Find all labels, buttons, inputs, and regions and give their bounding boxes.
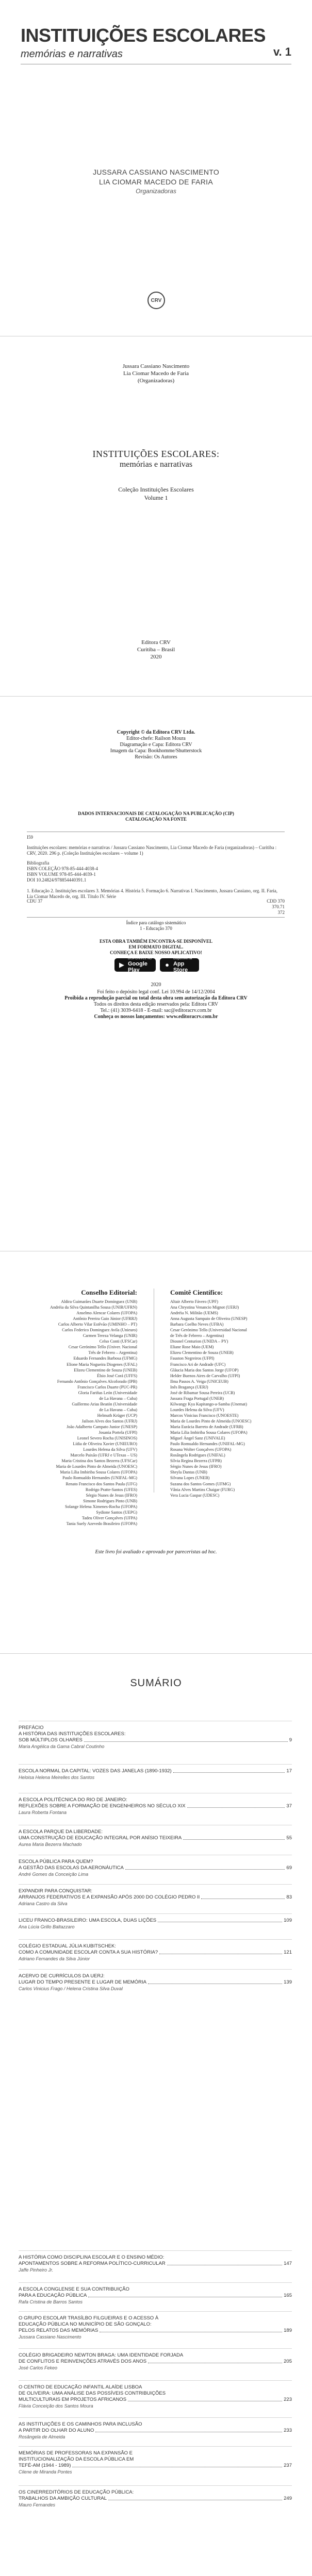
board-member: Helmuth Krüger (UCP) — [97, 1413, 137, 1418]
toc-entry-title-row — [19, 2293, 292, 2299]
toc-leader-dots — [108, 2496, 282, 2500]
toc-separator — [19, 2250, 292, 2251]
toc-page-number: 237 — [284, 2463, 292, 2468]
cover-title: INSTITUIÇÕES ESCOLARES — [21, 25, 266, 46]
conselho-editorial-title: Conselho Editorial: — [81, 1289, 137, 1296]
catalog-bibliography: Bibliografia — [27, 860, 50, 866]
board-member: Andréia da Silva Quintanilha Sousa (UNIR/UFRN) — [50, 1305, 137, 1310]
toc-separator — [19, 2485, 292, 2486]
board-member: Rosângela Rodrigues (UNIFAL) — [170, 1453, 225, 1458]
toc-page — [0, 1654, 312, 2576]
toc-page-number: 9 — [289, 1737, 292, 1743]
copyright-line: Diagramação e Capa: Editora CRV — [120, 742, 192, 748]
toc-entry-author: Adriana Castro da Silva — [19, 1901, 68, 1906]
toc-entry-title: A ESCOLA CONGLENSE E SUA CONTRIBUIÇÃO — [19, 2286, 129, 2292]
half-title-page — [0, 336, 312, 696]
board-member: Celso Conti (UFSCar) — [99, 1339, 137, 1344]
editorial-board-page — [0, 1251, 312, 1653]
toc-entry-title-row — [19, 2496, 292, 2502]
toc-entry-title: ACERVO DE CURRÍCULOS DA UERJ: — [19, 1973, 105, 1979]
toc-entry-author: Ana Lúcia Grillo Baltazzaro — [19, 1924, 75, 1929]
toc-entry[interactable] — [19, 1943, 292, 1962]
toc-page-number: 147 — [284, 2261, 292, 2266]
board-member: Francisco Carlos Duarte (PUC-PR) — [77, 1384, 137, 1389]
copyright-line: Editor-chefe: Railson Moura — [126, 736, 186, 741]
board-member: Barbara Coelho Neves (UFBA) — [170, 1322, 224, 1327]
toc-entry-title-row — [19, 2397, 292, 2403]
catalog-code: I59 — [27, 835, 33, 840]
catalog-isbn: ISBN COLEÇÃO 978-85-444-4038-4 — [27, 866, 98, 871]
play-icon: ▶ — [119, 961, 124, 969]
toc-page-number: 139 — [284, 1979, 292, 1985]
board-member: Lourdes Helena da Silva (UFV) — [170, 1407, 224, 1412]
half-title-title: INSTITUIÇÕES ESCOLARES: — [92, 449, 220, 459]
board-member: Rodrigo Pratte-Santos (UFES) — [85, 1487, 137, 1492]
toc-entry-title: DE CONFLITOS E REINVENÇÕES ATRAVÉS DOS ANOS — [19, 2359, 147, 2364]
toc-entry-title: A ESCOLA POLITÉCNICA DO RIO DE JANEIRO: — [19, 1797, 127, 1803]
toc-entry-author: Mauro Fernandes — [19, 2502, 56, 2507]
cover-organizers-label: Organizadoras — [136, 188, 176, 195]
toc-leader-dots — [173, 1768, 285, 1773]
toc-entry-author: Carlos Vinicius Frago / Helena Cristina Silva Duval — [19, 1986, 123, 1991]
toc-entry-title: A ESCOLA PARQUE DA LIBERDADE: — [19, 1829, 103, 1835]
toc-entry-title: EXPANDIR PARA CONQUISTAR: — [19, 1888, 93, 1894]
toc-separator — [19, 2380, 292, 2381]
index-item: 1 - Educação 370 — [140, 926, 172, 931]
board-member: Jailson Alves dos Santos (UFRJ) — [81, 1418, 137, 1423]
toc-leader-dots — [72, 2463, 282, 2467]
catalog-rule — [27, 917, 285, 918]
board-member: Elione Maria Nogueira Diogenes (UFAL) — [67, 1362, 137, 1367]
comite-cientifico-list — [170, 1299, 294, 1498]
board-member: Maria de Lourdes Pinto de Almeida (UNOESC) — [170, 1418, 252, 1423]
toc-entry-title: SOB MÚLTIPLOS OLHARES — [19, 1737, 83, 1743]
board-member: Altair Alberto Fávero (UPF) — [170, 1299, 219, 1304]
toc-page-number: 249 — [284, 2496, 292, 2501]
half-title-volume: Volume 1 — [144, 494, 168, 501]
board-member: Simone Rodrigues Pinto (UNB) — [83, 1498, 137, 1503]
toc-entry-title: LICEU FRANCO-BRASILEIRO: UMA ESCOLA, DUAS LIÇÕES — [19, 1918, 157, 1923]
toc-entry[interactable] — [19, 1829, 292, 1848]
copyright-line: Revisão: Os Autores — [135, 754, 177, 760]
board-member: Paulo Romualdo Hernandes (UNIFAL-MG) — [170, 1442, 245, 1447]
toc-page-number: 83 — [286, 1894, 292, 1900]
toc-entry-author: Aurea Maria Bezerra Machado — [19, 1842, 82, 1847]
toc-entry-title-row — [19, 1803, 292, 1809]
toc-leader-dots — [201, 1894, 285, 1899]
toc-entry[interactable] — [19, 2352, 292, 2371]
toc-page-number: 109 — [284, 1918, 292, 1923]
toc-separator — [19, 1913, 292, 1914]
toc-entry-author: Maria Angélica da Gama Cabral Coutinho — [19, 1744, 105, 1749]
toc-separator — [19, 2282, 292, 2283]
half-title-author: Jussara Cassiano Nascimento — [122, 363, 190, 369]
toc-entry-title: COMO A COMUNIDADE ESCOLAR CONTA A SUA HISTÓRIA? — [19, 1950, 158, 1955]
board-member: Cesar Gerónimo Tello (Univer. Nacional — [68, 1345, 137, 1350]
toc-leader-dots — [183, 1835, 285, 1840]
toc-entry-author: Rosângela de Almeida — [19, 2434, 65, 2439]
cover-volume: v. 1 — [273, 45, 291, 58]
toc-entry[interactable] — [19, 2421, 292, 2440]
logo-text: CRV — [151, 297, 162, 303]
board-member: Eliane Rose Maio (UEM) — [170, 1345, 214, 1350]
board-member: Lídia de Oliveira Xavier (UNIEURO) — [73, 1442, 137, 1447]
board-member: Sydione Santos (UEPG) — [96, 1510, 137, 1515]
toc-entry[interactable] — [19, 2384, 292, 2409]
board-member: de La Havana – Cuba) — [99, 1396, 137, 1401]
digital-notice: CONHEÇA E BAIXE NOSSO APLICATIVO! — [110, 950, 202, 955]
badge-caption: DISPONÍVEL NO — [128, 957, 152, 960]
badge-caption: Disponível na — [173, 957, 192, 960]
board-member: Três de Febrero – Argentina) — [88, 1350, 137, 1355]
toc-leader-dots — [148, 2359, 282, 2363]
toc-entry-title: DE OLIVEIRA: UMA ANÁLISE DAS POSSÍVEIS CONTRIBUIÇÕES — [19, 2391, 166, 2396]
half-title-year: 2020 — [150, 654, 162, 660]
board-member: Cesar Gerónimo Tello (Universidad Nacional — [170, 1328, 247, 1333]
toc-page-number: 55 — [286, 1835, 292, 1841]
toc-separator — [19, 2311, 292, 2312]
toc-entry-title: EDUCAÇÃO PÚBLICA NO MUNICÍPIO DE SÃO GONÇALO: — [19, 2321, 152, 2327]
toc-entry-title: A HISTÓRIA DAS INSTITUIÇÕES ESCOLARES: — [19, 1731, 126, 1737]
toc-entry-title-row — [19, 1950, 292, 1956]
toc-page-number: 121 — [284, 1950, 292, 1955]
board-member: Sílvia Regina Bezerra (UFPB) — [170, 1459, 222, 1464]
toc-entry-title-row — [19, 1979, 292, 1986]
toc-separator — [19, 2446, 292, 2447]
board-member: Diosnel Centurion (UNIDA – PY) — [170, 1339, 228, 1344]
toc-entry-author: Jaffe Pinheiro Jr. — [19, 2267, 54, 2273]
board-member: Maria de Lourdes Pinto de Almeida (UNOESC) — [56, 1464, 137, 1469]
board-member: Paulo Romualdo Hernandes (UNIFAL-MG) — [62, 1476, 137, 1481]
board-member: Gláucia Maria dos Santos Jorge (UFOP) — [170, 1367, 239, 1372]
toc-entry[interactable] — [19, 1973, 292, 1992]
legal-line: Todos os direitos desta edição reservados pela: Editora CRV — [93, 1002, 219, 1007]
cover-author: LIA CIOMAR MACEDO DE FARIA — [99, 178, 213, 186]
board-member: Inês Bragança (UERJ) — [170, 1384, 208, 1389]
toc-title: SUMÁRIO — [130, 1677, 182, 1689]
board-member: Jussara Fraga Portugal (UNEB) — [170, 1396, 224, 1401]
copyright-line: Imagem da Capa: Bookhomme/Shutterstock — [110, 748, 202, 754]
board-member: Ana Chrystina Venancio Mignot (UERJ) — [170, 1305, 239, 1310]
legal-website: Conheça os nossos lançamentos: www.editoracrv.com.br — [94, 1014, 218, 1020]
toc-entry-title: ESCOLA NORMAL DA CAPITAL: VOZES DAS JANELAS (1890-1932) — [19, 1768, 172, 1774]
board-member: Renato Francisco dos Santos Paula (UFG) — [65, 1481, 137, 1486]
board-member: Fernando Antônio Gonçalves Alcoforado (IPB) — [57, 1379, 137, 1384]
toc-entry[interactable] — [19, 2255, 292, 2273]
board-member: Elizeu Clementino de Souza (UNEB) — [170, 1350, 234, 1355]
toc-leader-dots — [95, 2428, 282, 2432]
toc-entry[interactable] — [19, 1768, 292, 1781]
board-member: Vânia Alves Martins Chaigar (FURG) — [170, 1487, 235, 1492]
board-member: Josania Portela (UFPI) — [98, 1430, 137, 1435]
half-title-collection: Coleção Instituições Escolares — [118, 486, 194, 493]
toc-separator — [19, 1764, 292, 1765]
toc-entry-title: COLÉGIO ESTADUAL JÚLIA KUBITSCHEK: — [19, 1943, 116, 1949]
catalog-doi: DOI 10.24824/978854440391.1 — [27, 877, 87, 883]
toc-separator — [19, 2348, 292, 2349]
toc-entry-author: Laura Roberta Fontana — [19, 1810, 67, 1815]
toc-leader-dots — [100, 2328, 282, 2332]
index-title: Índice para catálogo sistemático — [126, 920, 186, 925]
toc-page-number: 37 — [286, 1803, 292, 1809]
board-member: Carlos Federico Dominguez Avila (Unieuro) — [62, 1328, 137, 1333]
board-member: Marcos Vinicius Francisco (UNOESTE) — [170, 1413, 239, 1418]
apple-icon: ● — [165, 961, 169, 969]
toc-entry[interactable] — [19, 2315, 292, 2340]
toc-leader-dots — [159, 1950, 282, 1954]
toc-entry[interactable] — [19, 2450, 292, 2475]
toc-entry-title: A GESTÃO DAS ESCOLAS DA AERONÁUTICA — [19, 1865, 124, 1871]
board-member: Andréia N. Militão (UEMS) — [170, 1311, 218, 1316]
board-member: Carlos Alberto Vilar Estêvão (UMINHO – PT) — [58, 1322, 137, 1327]
board-member: Suzana dos Santos Gomes (UFMG) — [170, 1481, 231, 1486]
board-member: Marcelo Paixão (UFRJ e UTexas – US) — [70, 1453, 137, 1458]
board-member: Antônio Pereira Gaio Júnior (UFRRJ) — [73, 1316, 137, 1321]
toc-entry-title: MULTICULTURAIS EM PROJETOS AFRICANOS — [19, 2397, 127, 2402]
toc-entry-title: TEFÉ-AM (1944 - 1989) — [19, 2463, 71, 2468]
comite-cientifico-title: Comitê Científico: — [170, 1289, 223, 1296]
legal-year: 2020 — [151, 982, 161, 988]
badge-label: App Store — [173, 961, 188, 973]
legal-contact: Tel.: (41) 3039-6418 - E-mail: sac@editoracrv.com.br — [100, 1008, 212, 1013]
catalog-cdd: 372 — [277, 910, 285, 915]
catalog-cdu: CDU 37 — [27, 899, 43, 904]
board-member: Rosana Wolter Gonçalves (UFOPA) — [170, 1447, 232, 1452]
toc-entry-title-row — [19, 1894, 292, 1901]
toc-entry[interactable] — [19, 1859, 292, 1877]
board-member: Silvana Lopes (UNEB) — [170, 1476, 210, 1481]
board-member: Elizeu Clementino de Souza (UNEB) — [74, 1367, 137, 1372]
toc-entry[interactable] — [19, 1918, 292, 1930]
toc-entry-title: ESCOLA PÚBLICA PARA QUEM? — [19, 1859, 93, 1865]
toc-entry-author: André Gomes da Conceição Lima — [19, 1872, 89, 1877]
board-member: Francisco Ari de Andrade (UFC) — [170, 1362, 226, 1367]
catalog-subjects: 1. Educação 2. Instituições escolares 3. Memórias 4. História 5. Formação 6. Narrativas I. Nascimento, Jussara Cassiano, org. II. Faria, Lia Ciomar Macedo de, org. III. Título IV. Série — [27, 888, 277, 899]
conselho-editorial-list — [23, 1299, 137, 1527]
toc-entry-title: PREFÁCIO — [19, 1725, 44, 1731]
toc-entry-title: UMA CONSTRUÇÃO DE EDUCAÇÃO INTEGRAL POR ANÍSIO TEIXEIRA — [19, 1835, 182, 1841]
copyright-line: Copyright © da Editora CRV Ltda. — [117, 730, 195, 735]
toc-entry[interactable] — [19, 2489, 292, 2508]
toc-leader-dots — [167, 2261, 282, 2265]
catalog-isbn: ISBN VOLUME 978-85-444-4039-1 — [27, 872, 96, 877]
toc-leader-dots — [125, 1865, 285, 1870]
board-member: Fauston Negreiros (UFPI) — [170, 1356, 215, 1361]
toc-leader-dots — [88, 2293, 282, 2297]
toc-entry-title: TRABALHOS DA AMBIÇÃO CULTURAL — [19, 2496, 107, 2501]
toc-entry-title: AS INSTITUIÇÕES E OS CAMINHOS PARA INCLUSÃO — [19, 2421, 142, 2427]
catalog-cdd: 370.71 — [272, 904, 285, 909]
toc-entry-title: MEMÓRIAS DE PROFESSORAS NA EXPANSÃO E — [19, 2450, 133, 2456]
toc-entry-title-row — [19, 1918, 292, 1924]
board-member: Gloria Fariñas León (Universidade — [78, 1390, 137, 1395]
toc-separator — [19, 1884, 292, 1885]
digital-notice: EM FORMATO DIGITAL. — [128, 944, 184, 950]
toc-separator — [19, 2417, 292, 2418]
toc-page-number: 233 — [284, 2428, 292, 2433]
toc-entry-author: Flávia Conceição dos Santos Moura — [19, 2403, 93, 2409]
board-member: Leonel Severo Rocha (UNISINOS) — [77, 1436, 137, 1441]
toc-leader-dots — [128, 2397, 282, 2401]
toc-entry-title: LUGAR DO TEMPO PRESENTE E LUGAR DE MEMÓRIA — [19, 1979, 146, 1985]
board-member: Anselmo Alencar Colares (UFOPA) — [76, 1311, 137, 1316]
toc-page-number: 69 — [286, 1865, 292, 1871]
board-member: Sérgio Nunes de Jesus (IFRO) — [170, 1464, 222, 1469]
cover-page — [0, 0, 312, 336]
half-title-author: Lia Ciomar Macedo de Faria — [123, 370, 189, 377]
board-member: Carmen Tereza Velanga (UNIR) — [83, 1333, 137, 1338]
board-member: Eduardo Fernandes Barbosa (UFMG) — [73, 1356, 137, 1361]
toc-entry-title: PARA A EDUCAÇÃO PÚBLICA — [19, 2293, 87, 2298]
board-member: Aldira Guimarães Duarte Domínguez (UNB) — [61, 1299, 137, 1304]
board-member: Maria Eurácia Barreto de Andrade (UFRB) — [170, 1425, 243, 1430]
board-member: Kilwangy Kya Kapitango-a-Samba (Unemat) — [170, 1401, 247, 1406]
board-note: Este livro foi avaliado e aprovado por pareceristas ad hoc. — [95, 1549, 217, 1555]
toc-entry-title-row — [19, 2428, 292, 2434]
cover-subtitle: memórias e narrativas — [21, 48, 123, 60]
board-member: João Adalberto Campato Junior (UNESP) — [67, 1425, 137, 1430]
half-title-city: Curitiba – Brasil — [137, 647, 175, 653]
toc-leader-dots — [84, 1737, 288, 1742]
toc-entry-title-row — [19, 1835, 292, 1841]
toc-entry-title: OS CINERREDITÓRIOS DE EDUCAÇÃO PÚBLICA: — [19, 2489, 134, 2495]
crv-logo-icon — [147, 292, 165, 309]
toc-entry-author: Adriano Fernandes da Silva Júnior — [19, 1956, 90, 1961]
toc-page-number: 189 — [284, 2328, 292, 2333]
legal-line: Foi feito o depósito legal conf. Lei 10.994 de 14/12/2004 — [97, 989, 215, 995]
toc-entry-title: APONTAMENTOS SOBRE A REFORMA POLÍTICO-CURRICULAR — [19, 2261, 166, 2266]
board-member: Lourdes Helena da Silva (UFV) — [83, 1447, 137, 1452]
legal-line: Proibida a reprodução parcial ou total desta obra sem autorização da Editora CRV — [64, 995, 248, 1001]
board-member: Tania Suely Azevedo Brasileiro (UFOPA) — [66, 1521, 137, 1526]
cip-title: DADOS INTERNACIONAIS DE CATALOGAÇÃO NA PUBLICAÇÃO (CIP) — [78, 811, 234, 816]
toc-entry-title: REFLEXÕES SOBRE A FORMAÇÃO DE ENGENHEIROS NO SÉCULO XIX — [19, 1803, 186, 1809]
board-member: Sheyla Dantas (UNB) — [170, 1470, 207, 1475]
board-member: José de Ribamar Sousa Pereira (UCB) — [170, 1390, 235, 1395]
board-member: Helder Buenos Aires de Carvalho (UFPI) — [170, 1373, 240, 1378]
toc-entry-author: José Carlos Fekeo — [19, 2365, 58, 2370]
toc-entry-title: O CENTRO DE EDUCAÇÃO INFANTIL ALAÍDE LISBOA — [19, 2384, 142, 2390]
board-member: Sérgio Nunes de Jesus (IFRO) — [86, 1493, 137, 1498]
board-member: Anna Augusta Sampaio de Oliveira (UNESP) — [170, 1316, 248, 1321]
toc-entry-title: A PARTIR DO OLHAR DO ALUNO — [19, 2428, 94, 2433]
toc-entry-title: PELOS RELATOS DAS MEMÓRIAS — [19, 2328, 98, 2333]
toc-entry-author: Jussara Cassiano Nascimento — [19, 2334, 81, 2340]
board-member: de La Havana – Cuba) — [99, 1407, 137, 1412]
board-member: Maria Lília Imbiriba Sousa Colares (UFOPA) — [170, 1430, 248, 1435]
board-member: Míguel Ángel Sanz (UNIVALE) — [170, 1436, 225, 1441]
toc-entry-title-row — [19, 2463, 292, 2469]
toc-entry[interactable] — [19, 1797, 292, 1816]
board-member: Solange Helena Ximenes-Rocha (UFOPA) — [65, 1504, 137, 1509]
half-title-organizers: (Organizadoras) — [137, 378, 175, 384]
toc-leader-dots — [158, 1918, 282, 1922]
board-member: Ilma Passos A. Veiga (UNICEUB) — [170, 1379, 228, 1384]
board-member: Maria Lília Imbiriba Sousa Colares (UFOPA) — [60, 1470, 137, 1475]
toc-separator — [19, 1969, 292, 1970]
app-store-badge[interactable] — [160, 958, 199, 972]
board-member: Élsio José Corá (UFFS) — [96, 1373, 137, 1378]
toc-entry-title-row — [19, 1865, 292, 1871]
toc-entry[interactable] — [19, 1725, 292, 1750]
cip-subtitle: CATALOGAÇÃO NA FONTE — [125, 817, 187, 822]
toc-entry-title-row — [19, 2359, 292, 2365]
toc-entry-author: Cilene de Miranda Pontes — [19, 2469, 72, 2475]
board-member: Guillermo Arias Beatón (Universidade — [72, 1401, 137, 1406]
toc-page-number: 17 — [286, 1768, 292, 1774]
digital-notice: ESTA OBRA TAMBÉM ENCONTRA-SE DISPONÍVEL — [99, 939, 213, 944]
toc-page-number: 165 — [284, 2293, 292, 2298]
board-member: Maria Cristina dos Santos Bezerra (UFSCar) — [61, 1459, 137, 1464]
toc-entry-title: A HISTÓRIA COMO DISCIPLINA ESCOLAR E O ENSINO MÉDIO: — [19, 2255, 165, 2260]
toc-leader-dots — [148, 1979, 282, 1984]
google-play-badge[interactable] — [114, 958, 156, 972]
toc-separator — [19, 1939, 292, 1940]
toc-entry-title-row — [19, 1768, 292, 1774]
toc-entry-author: Rafa Cristina de Barros Santos — [19, 2299, 83, 2304]
copyright-page — [0, 697, 312, 1251]
board-member: Tadeu Oliver Gonçalves (UFPA) — [81, 1515, 137, 1520]
toc-leader-dots — [187, 1803, 285, 1808]
toc-page-number: 223 — [284, 2397, 292, 2402]
board-member: Vera Lucia Gaspar (UDESC) — [170, 1493, 220, 1498]
toc-entry-title: O GRUPO ESCOLAR TRASÍLBO FILGUEIRAS E O ACESSO À — [19, 2315, 159, 2321]
toc-entry[interactable] — [19, 1888, 292, 1907]
toc-entry-author: Heloisa Helena Meirelles dos Santos — [19, 1775, 95, 1780]
half-title-publisher: Editora CRV — [141, 639, 171, 646]
toc-entry-title-row — [19, 2261, 292, 2267]
toc-entry-title: INSTITUCIONALIZAÇÃO DA ESCOLA PÚBLICA EM — [19, 2456, 134, 2462]
toc-entry-title: COLÉGIO BRIGADEIRO NEWTON BRAGA: UMA IDENTIDADE FORJADA — [19, 2352, 184, 2358]
toc-entry[interactable] — [19, 2286, 292, 2305]
badge-label: Google Play — [128, 961, 147, 973]
half-title-subtitle: memórias e narrativas — [119, 460, 193, 469]
toc-page-number: 205 — [284, 2359, 292, 2364]
catalog-cdd: CDD 370 — [267, 899, 285, 904]
toc-entry-title-row — [19, 1737, 292, 1743]
catalog-body: Instituições escolares: memórias e narrativas / Jussara Cassiano Nascimento, Lia Ciomar Macedo de Faria (organizadoras) – Curitiba : CRV, 2020. 296 p. (Coleção Instituições escolares – volume 1) — [27, 845, 277, 856]
toc-entry-title-row — [19, 2328, 292, 2334]
board-member: de Três de Febrero – Argentina) — [170, 1333, 224, 1338]
toc-entry-title: ARRANJOS FEDERATIVOS E A EXPANSÃO APÓS 2000 DO COLÉGIO PEDRO II — [19, 1894, 200, 1900]
cover-author: JUSSARA CASSIANO NASCIMENTO — [92, 168, 220, 176]
